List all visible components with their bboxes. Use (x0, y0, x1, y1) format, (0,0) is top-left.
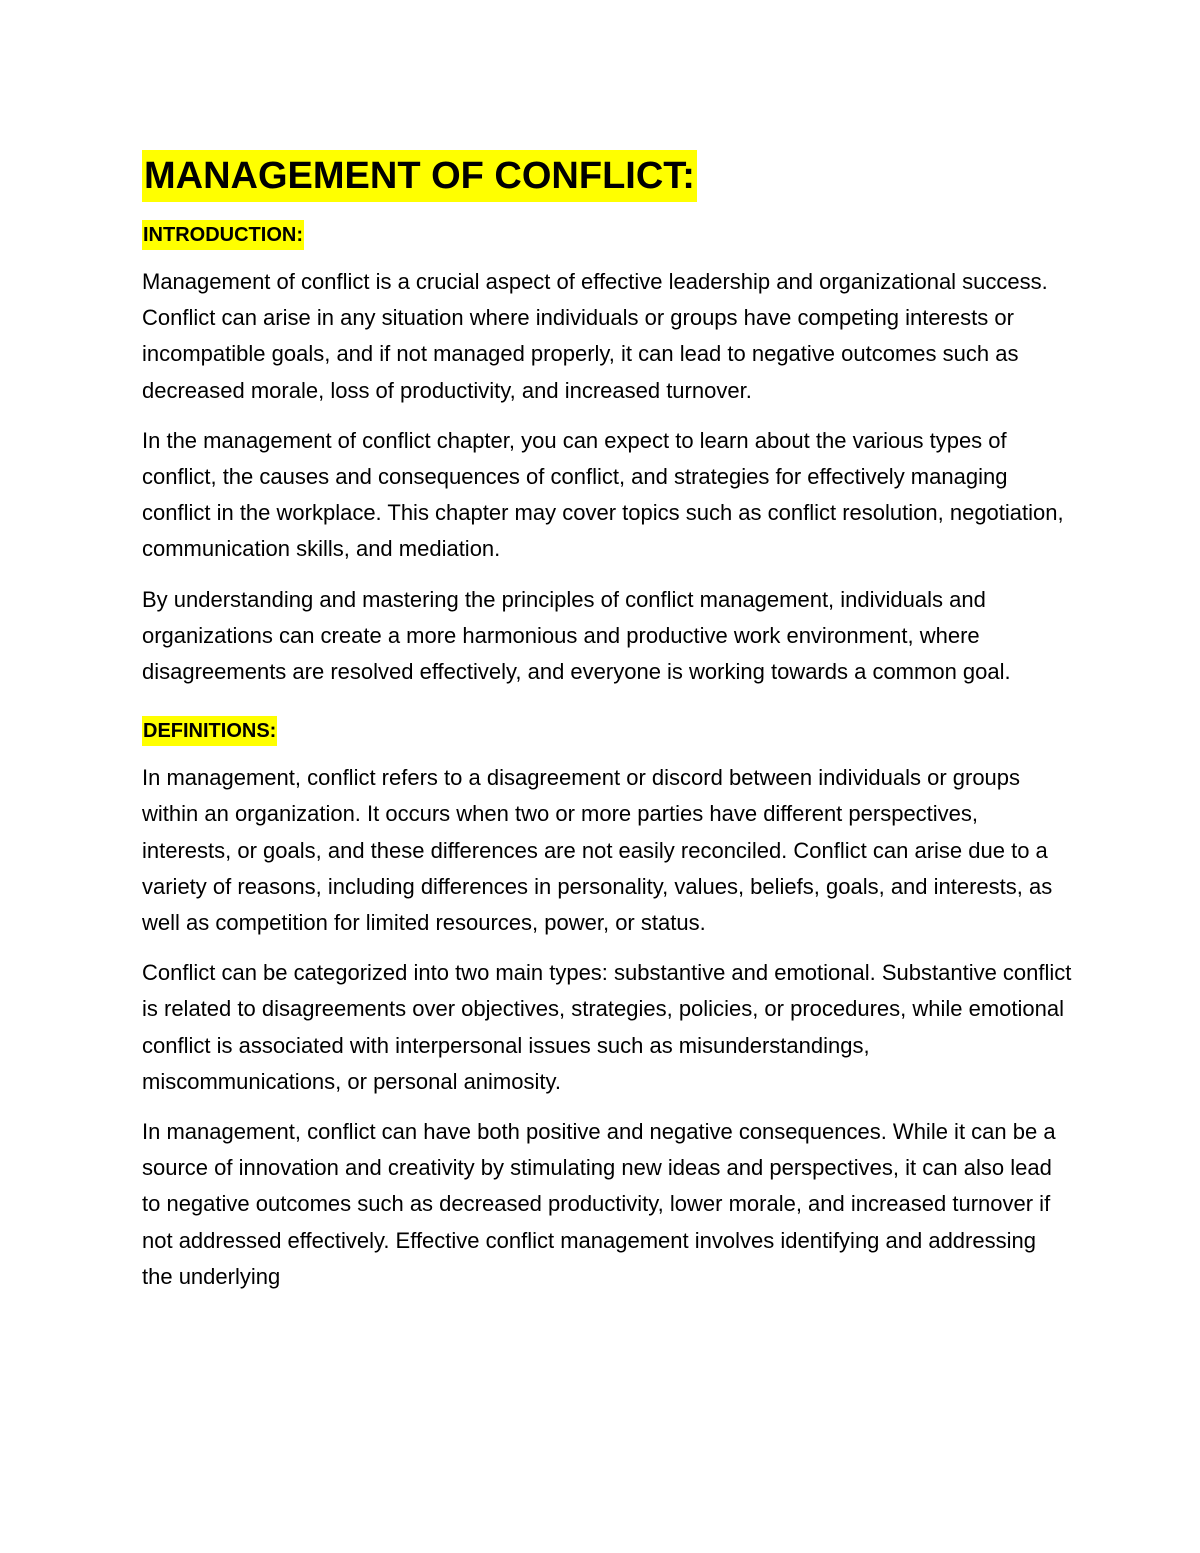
document-body (142, 150, 1072, 1295)
section-heading-definitions: DEFINITIONS: (142, 716, 277, 746)
definitions-paragraph-1: In management, conflict refers to a disagreement or discord between individuals or groups within an organization. It occurs when two or more parties have different perspectives, interests, or goals, and these differences are not easily reconciled. Conflict can arise due to a variety of reasons, including differences in personality, values, beliefs, goals, and interests, as well as competition for limited resources, power, or status. (142, 765, 1053, 936)
definitions-paragraph-3: In management, conflict can have both positive and negative consequences. While it can be a source of innovation and creativity by stimulating new ideas and perspectives, it can also lead to negative outcomes such as decreased productivity, lower morale, and increased turnover if not addressed effectively. Effective conflict management involves identifying and addressing the underlying (142, 1119, 1056, 1289)
intro-paragraph-2: In the management of conflict chapter, you can expect to learn about the various types of conflict, the causes and consequences of conflict, and strategies for effectively managing conflict in the workplace. This chapter may cover topics such as conflict resolution, negotiation, communication skills, and mediation. (142, 427, 1064, 562)
definitions-section (142, 698, 1072, 746)
intro-paragraph-1: Management of conflict is a crucial aspect of effective leadership and organizational success. Conflict can arise in any situation where individuals or groups have competing interests or incompatible goals, and if not managed properly, it can lead to negative outcomes such as decreased morale, loss of productivity, and increased turnover. (142, 269, 1048, 403)
document-title: MANAGEMENT OF CONFLICT: (142, 150, 697, 202)
section-heading-introduction: INTRODUCTION: (142, 220, 304, 250)
introduction-section (142, 202, 1072, 250)
definitions-paragraph-2: Conflict can be categorized into two main types: substantive and emotional. Substantive conflict is related to disagreements over objectives, strategies, policies, or procedures, while emotional conflict is associated with interpersonal issues such as misunderstandings, miscommunications, or personal animosity. (142, 960, 1072, 1094)
intro-paragraph-3: By understanding and mastering the principles of conflict management, individuals and organizations can create a more harmonious and productive work environment, where disagreements are resolved effectively, and everyone is working towards a common goal. (142, 586, 1011, 685)
